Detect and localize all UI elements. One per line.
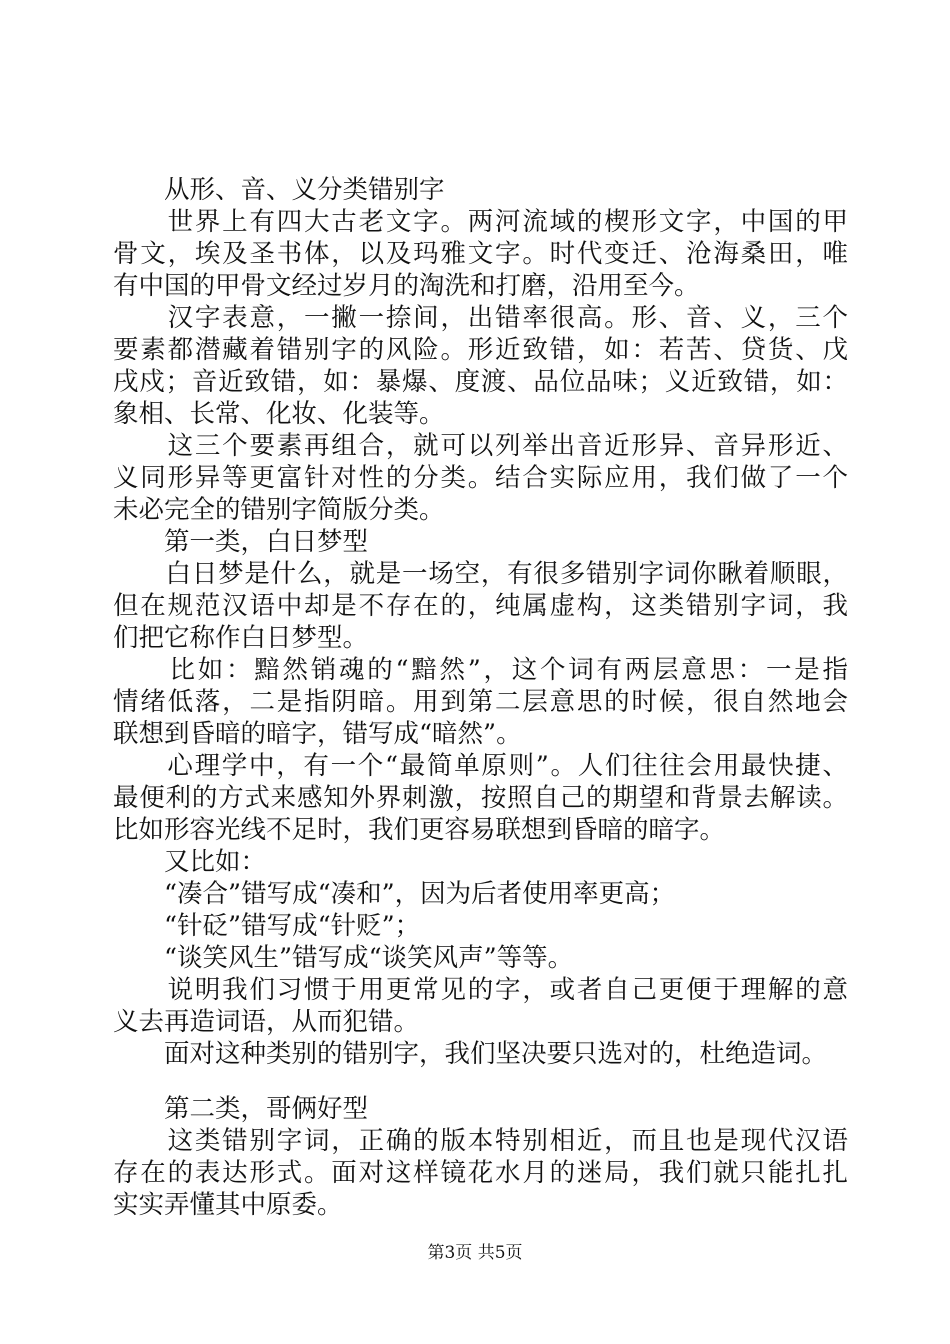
paragraph-line: 心理学中，有一个“最简单原则”。人们往往会用最快捷、 [113,751,848,781]
paragraph-line: 象相、长常、化妆、化装等。 [113,399,445,429]
paragraph-line: 戌戍；音近致错，如：暴爆、度渡、品位品味；义近致错，如： [113,367,848,397]
paragraph-line: “针砭”错写成“针贬”； [113,911,421,941]
paragraph-line: 但在规范汉语中却是不存在的，纯属虚构，这类错别字词，我 [113,591,848,621]
paragraph-line: 义去再造词语，从而犯错。 [113,1007,420,1037]
paragraph-line: 骨文，埃及圣书体，以及玛雅文字。时代变迁、沧海桑田，唯 [113,239,848,269]
paragraph-line: 比如形容光线不足时，我们更容易联想到昏暗的暗字。 [113,815,726,845]
paragraph-line: 情绪低落，二是指阴暗。用到第二层意思的时候，很自然地会 [113,687,848,717]
paragraph-line: 说明我们习惯于用更常见的字，或者自己更便于理解的意 [113,975,848,1005]
paragraph-line: 面对这种类别的错别字，我们坚决要只选对的，杜绝造词。 [113,1039,828,1069]
paragraph-line: 联想到昏暗的暗字，错写成“暗然”。 [113,719,522,749]
paragraph-line: 世界上有四大古老文字。两河流域的楔形文字，中国的甲 [113,207,848,237]
paragraph-line: 又比如： [113,847,267,877]
paragraph-line: 这类错别字词，正确的版本特别相近，而且也是现代汉语 [113,1126,848,1156]
paragraph-line: 这三个要素再组合，就可以列举出音近形异、音异形近、 [113,431,848,461]
paragraph-line: 比如：黯然销魂的“黯然”，这个词有两层意思：一是指 [113,655,848,685]
paragraph-line: 汉字表意，一撇一捺间，出错率很高。形、音、义，三个 [113,303,848,333]
page-footer: 第3页 共5页 [427,1243,523,1263]
paragraph-line: “谈笑风生”错写成“谈笑风声”等等。 [113,943,574,973]
section-heading: 第二类，哥俩好型 [113,1094,369,1124]
section-heading: 第一类，白日梦型 [113,527,369,557]
paragraph-line: 有中国的甲骨文经过岁月的淘洗和打磨，沿用至今。 [113,271,700,301]
paragraph-line: 要素都潜藏着错别字的风险。形近致错，如：若苦、贷货、戊 [113,335,848,365]
paragraph-line: 们把它称作白日梦型。 [113,623,369,653]
paragraph-line: 实实弄懂其中原委。 [113,1190,343,1220]
paragraph-line: 最便利的方式来感知外界刺激，按照自己的期望和背景去解读。 [113,783,848,813]
paragraph-line: 义同形异等更富针对性的分类。结合实际应用，我们做了一个 [113,463,848,493]
paragraph-line: 白日梦是什么，就是一场空，有很多错别字词你瞅着顺眼， [113,559,848,589]
paragraph-line: 存在的表达形式。面对这样镜花水月的迷局，我们就只能扎扎 [113,1158,848,1188]
paragraph-line: 未必完全的错别字简版分类。 [113,495,445,525]
section-heading: 从形、音、义分类错别字 [113,175,445,205]
paragraph-line: “凑合”错写成“凑和”，因为后者使用率更高； [113,879,676,909]
